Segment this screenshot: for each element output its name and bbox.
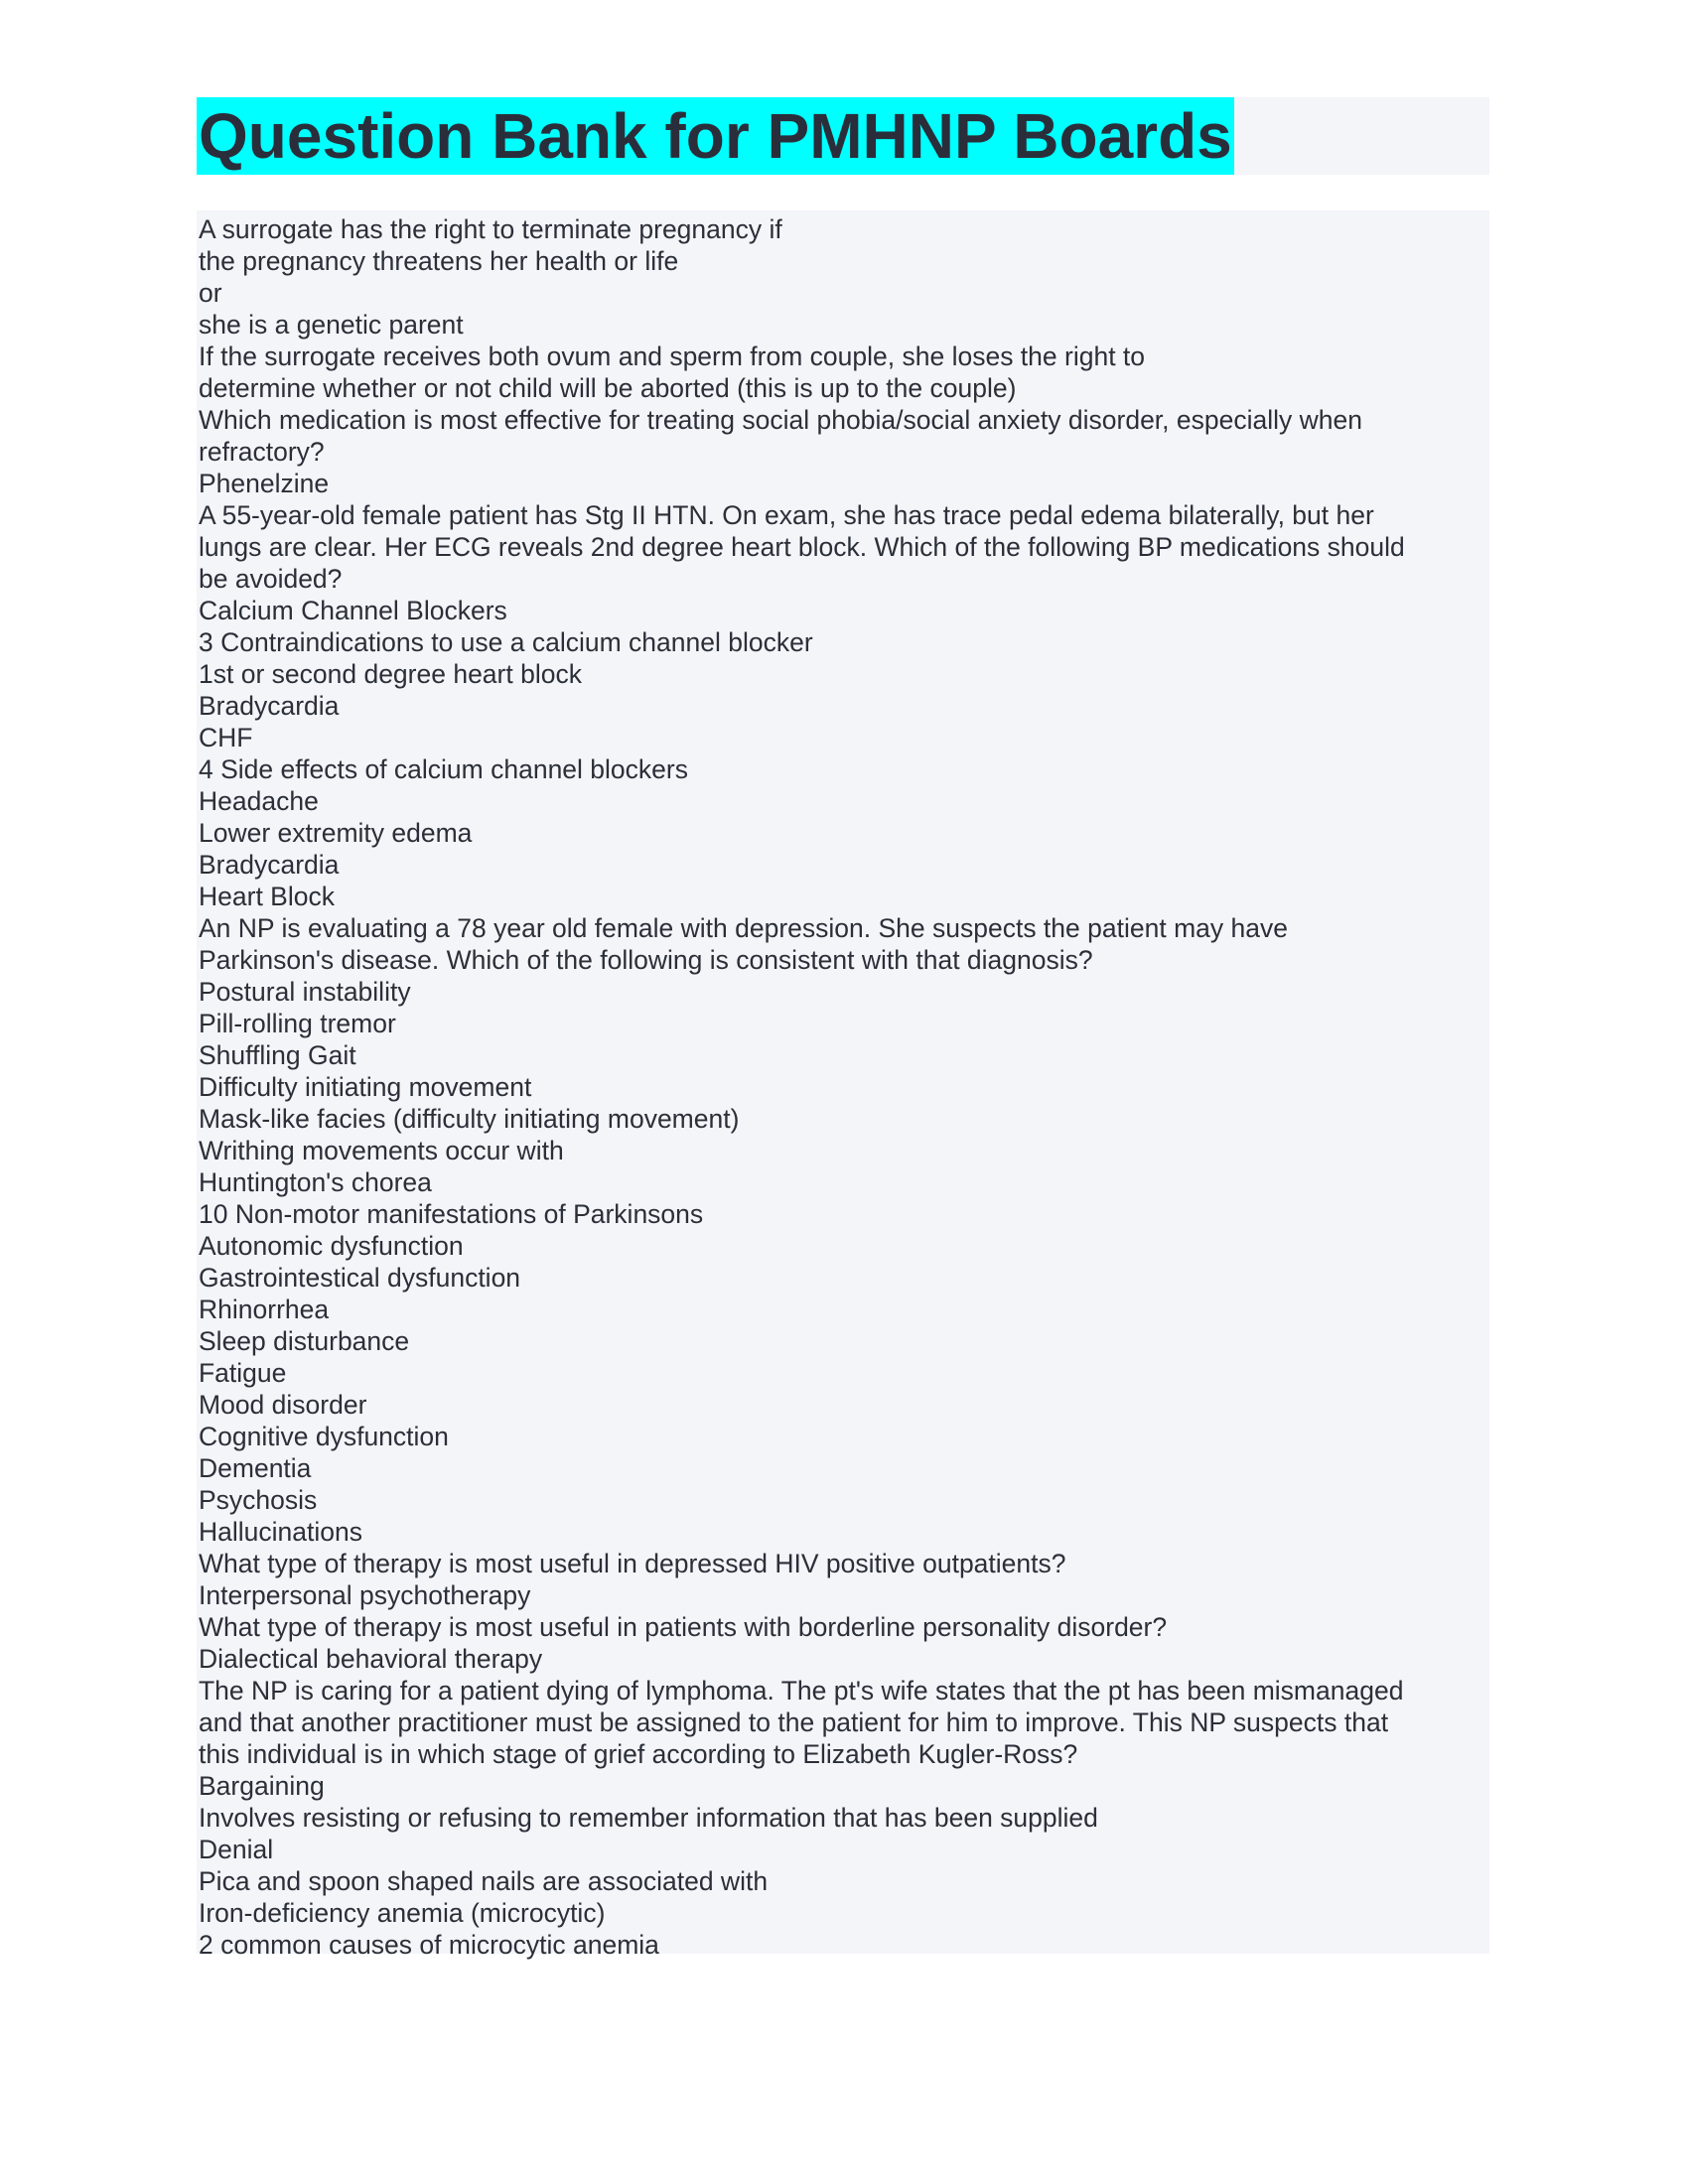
text-line: 1st or second degree heart block [199, 659, 582, 689]
text-line: Autonomic dysfunction [199, 1231, 464, 1261]
document-body [197, 210, 1489, 1960]
title-band [197, 97, 1489, 175]
text-line: Interpersonal psychotherapy [199, 1580, 531, 1610]
text-line: What type of therapy is most useful in patients with borderline personality disorder? [199, 1612, 1168, 1642]
text-line: An NP is evaluating a 78 year old female with depression. She suspects the patient may have [199, 913, 1288, 943]
text-line: or [199, 278, 222, 308]
text-line: Rhinorrhea [199, 1295, 330, 1324]
text-line: Difficulty initiating movement [199, 1072, 532, 1102]
text-line: Which medication is most effective for treating social phobia/social anxiety disorder, especially when [199, 405, 1362, 435]
text-line: Calcium Channel Blockers [199, 596, 507, 625]
text-line: Dementia [199, 1453, 312, 1483]
text-line: CHF [199, 723, 253, 752]
text-line: lungs are clear. Her ECG reveals 2nd degree heart block. Which of the following BP medications should [199, 532, 1405, 562]
text-line: Huntington's chorea [199, 1167, 432, 1197]
text-line: Denial [199, 1835, 274, 1864]
text-line: she is a genetic parent [199, 310, 464, 340]
text-line: Lower extremity edema [199, 818, 473, 848]
text-line: Writhing movements occur with [199, 1136, 564, 1165]
text-line: Mask-like facies (difficulty initiating movement) [199, 1104, 740, 1134]
text-line: be avoided? [199, 564, 343, 594]
text-line: The NP is caring for a patient dying of lymphoma. The pt's wife states that the pt has been mismanaged [199, 1676, 1404, 1706]
text-line: 3 Contraindications to use a calcium channel blocker [199, 627, 813, 657]
text-line: Dialectical behavioral therapy [199, 1644, 543, 1674]
page-title: Question Bank for PMHNP Boards [197, 97, 1234, 175]
text-line: Hallucinations [199, 1517, 362, 1547]
text-line: Involves resisting or refusing to remember information that has been supplied [199, 1803, 1098, 1833]
text-line: refractory? [199, 437, 325, 467]
text-line: Bargaining [199, 1771, 325, 1801]
text-line: Phenelzine [199, 469, 330, 498]
text-line: Gastrointestical dysfunction [199, 1263, 521, 1293]
text-line: Bradycardia [199, 691, 340, 721]
text-line: Headache [199, 786, 319, 816]
text-line: Pill-rolling tremor [199, 1009, 396, 1038]
text-line: Pica and spoon shaped nails are associated with [199, 1866, 769, 1896]
text-line: If the surrogate receives both ovum and sperm from couple, she loses the right to [199, 341, 1146, 371]
text-line: this individual is in which stage of grief according to Elizabeth Kugler-Ross? [199, 1739, 1078, 1769]
text-line: Cognitive dysfunction [199, 1422, 449, 1451]
text-line: A surrogate has the right to terminate pregnancy if [199, 214, 782, 244]
text-line: Parkinson's disease. Which of the following is consistent with that diagnosis? [199, 945, 1093, 975]
text-lines [199, 213, 1485, 1961]
text-line: Fatigue [199, 1358, 287, 1388]
text-line: Bradycardia [199, 850, 340, 880]
text-line: Sleep disturbance [199, 1326, 410, 1356]
text-line: Postural instability [199, 977, 411, 1007]
text-line: Shuffling Gait [199, 1040, 356, 1070]
text-line: A 55-year-old female patient has Stg II HTN. On exam, she has trace pedal edema bilaterally, but her [199, 500, 1374, 530]
text-line: 4 Side effects of calcium channel blockers [199, 754, 688, 784]
text-line: the pregnancy threatens her health or life [199, 246, 679, 276]
text-line: Mood disorder [199, 1390, 367, 1420]
text-line: determine whether or not child will be aborted (this is up to the couple) [199, 373, 1017, 403]
text-line: and that another practitioner must be assigned to the patient for him to improve. This NP suspects that [199, 1707, 1389, 1737]
text-line: Iron-deficiency anemia (microcytic) [199, 1898, 606, 1928]
text-line: 2 common causes of microcytic anemia [199, 1930, 659, 1960]
text-line: Heart Block [199, 882, 335, 911]
text-line: Psychosis [199, 1485, 318, 1515]
text-line: 10 Non-motor manifestations of Parkinsons [199, 1199, 704, 1229]
text-line: What type of therapy is most useful in depressed HIV positive outpatients? [199, 1549, 1066, 1578]
